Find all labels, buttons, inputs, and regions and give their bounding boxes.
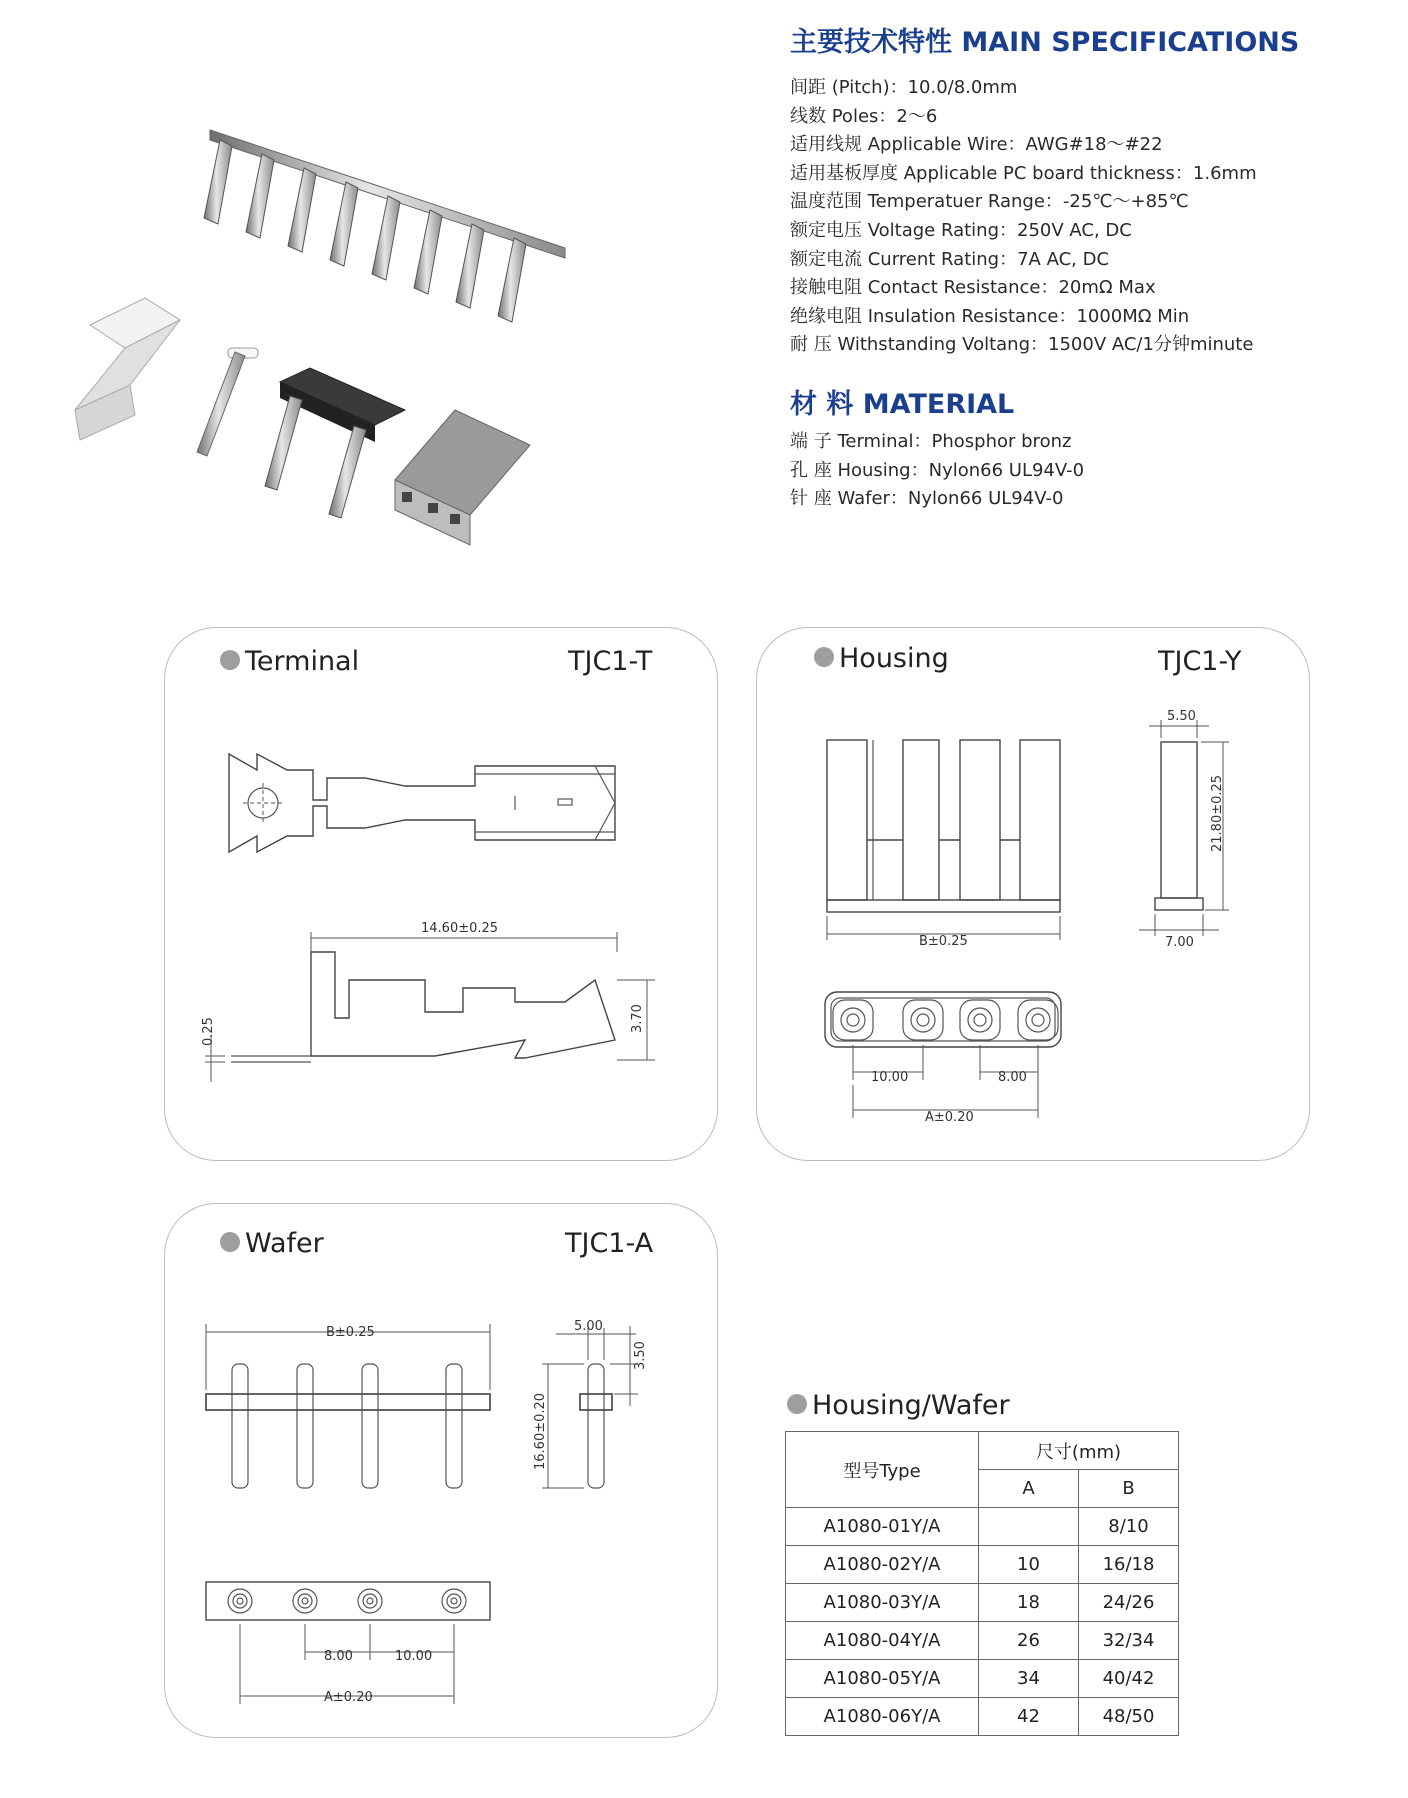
wafer-part	[265, 368, 405, 518]
wafer-code: TJC1-A	[565, 1228, 654, 1259]
spec-item: 适用基板厚度 Applicable PC board thickness：1.6mm	[790, 162, 1257, 184]
table-title-text: Housing/Wafer	[812, 1390, 1010, 1421]
wafer-b-dim: B±0.25	[326, 1325, 375, 1340]
table-row	[786, 1660, 1179, 1698]
cell-b: 24/26	[1079, 1584, 1179, 1622]
wafer-drawing	[190, 1310, 670, 1720]
cell-type: A1080-04Y/A	[786, 1622, 979, 1660]
terminal-thickness-dim: 0.25	[201, 1017, 216, 1046]
spec-item: 额定电压 Voltage Rating：250V AC, DC	[790, 219, 1132, 241]
wafer-pins-bottom	[228, 1589, 466, 1613]
cell-b: 40/42	[1079, 1660, 1179, 1698]
material-item: 针 座 Wafer：Nylon66 UL94V-0	[790, 488, 1064, 509]
terminal-drawing	[195, 740, 665, 1100]
table-row	[786, 1698, 1179, 1736]
spec-item: 间距 (Pitch)：10.0/8.0mm	[790, 77, 1018, 98]
spec-item: 适用线规 Applicable Wire：AWG#18～#22	[790, 134, 1163, 156]
header-a: A	[979, 1470, 1079, 1508]
housing-b-dim: B±0.25	[919, 934, 968, 949]
cell-type: A1080-02Y/A	[786, 1546, 979, 1584]
housing-code: TJC1-Y	[1158, 646, 1242, 677]
housing-base-dim: 7.00	[1165, 935, 1194, 950]
spec-item: 耐 压 Withstanding Voltang：1500V AC/1分钟minute	[790, 334, 1254, 356]
terminal-panel-title	[220, 646, 359, 677]
housing-cavities	[833, 1000, 1058, 1040]
wafer-name: Wafer	[245, 1228, 324, 1259]
wafer-top-dim: 3.50	[633, 1341, 648, 1370]
cell-type: A1080-03Y/A	[786, 1584, 979, 1622]
header-size: 尺寸(mm)	[979, 1432, 1179, 1470]
wafer-pitch1-dim: 10.00	[395, 1649, 433, 1664]
housing-drawing	[805, 700, 1245, 1130]
housing-height-dim: 21.80±0.25	[1210, 774, 1225, 852]
wafer-a-dim: A±0.20	[324, 1690, 373, 1705]
cell-b: 16/18	[1079, 1546, 1179, 1584]
housing-width-dim: 5.50	[1167, 709, 1196, 724]
spec-item: 绝缘电阻 Insulation Resistance：1000MΩ Min	[790, 305, 1190, 327]
cell-a: 10	[979, 1546, 1079, 1584]
terminal-length-dim: 14.60±0.25	[421, 921, 499, 936]
wafer-panel-title	[220, 1228, 324, 1259]
housing-pitch1-dim: 10.00	[871, 1070, 909, 1085]
table-row	[786, 1546, 1179, 1584]
product-photo	[30, 110, 630, 590]
wafer-pitch2-dim: 8.00	[324, 1649, 353, 1664]
spec-item: 线数 Poles：2～6	[790, 105, 938, 127]
terminal-height-dim: 3.70	[630, 1004, 645, 1033]
spec-item: 接触电阻 Contact Resistance：20mΩ Max	[790, 277, 1156, 299]
cell-b: 32/34	[1079, 1622, 1179, 1660]
bullet-icon	[814, 647, 834, 667]
spec-item: 额定电流 Current Rating：7A AC, DC	[790, 248, 1110, 270]
cell-a	[979, 1508, 1079, 1546]
table-row	[786, 1622, 1179, 1660]
housing-name: Housing	[839, 643, 949, 674]
cell-a: 42	[979, 1698, 1079, 1736]
wafer-pins-front	[232, 1364, 462, 1488]
cell-a: 26	[979, 1622, 1079, 1660]
specs-title: 主要技术特性 MAIN SPECIFICATIONS	[790, 27, 1300, 58]
terminal-code: TJC1-T	[568, 646, 653, 677]
material-title: 材 料 MATERIAL	[790, 389, 1015, 420]
housing-panel-title	[814, 643, 949, 674]
housing-pitch2-dim: 8.00	[998, 1070, 1027, 1085]
header-type: 型号Type	[786, 1432, 979, 1508]
material-item: 端 子 Terminal：Phosphor bronz	[790, 431, 1072, 452]
single-housing-part	[75, 298, 180, 440]
cell-a: 18	[979, 1584, 1079, 1622]
specs-list	[790, 74, 1257, 360]
table-row	[786, 1508, 1179, 1546]
cell-type: A1080-06Y/A	[786, 1698, 979, 1736]
table-title	[787, 1390, 1010, 1421]
housing-a-dim: A±0.20	[925, 1110, 974, 1125]
bullet-icon	[220, 1232, 240, 1252]
header-b: B	[1079, 1470, 1179, 1508]
four-pole-housing-part	[395, 410, 530, 545]
single-pin-part	[197, 348, 258, 456]
bullet-icon	[220, 650, 240, 670]
table-row	[786, 1584, 1179, 1622]
dimension-table	[785, 1431, 1179, 1736]
cell-type: A1080-01Y/A	[786, 1508, 979, 1546]
wafer-height-dim: 16.60±0.20	[533, 1392, 548, 1470]
cell-b: 8/10	[1079, 1508, 1179, 1546]
cell-type: A1080-05Y/A	[786, 1660, 979, 1698]
terminal-reel	[204, 140, 526, 322]
wafer-width-dim: 5.00	[574, 1319, 603, 1334]
cell-b: 48/50	[1079, 1698, 1179, 1736]
cell-a: 34	[979, 1660, 1079, 1698]
material-list	[790, 428, 1084, 514]
material-item: 孔 座 Housing：Nylon66 UL94V-0	[790, 459, 1085, 481]
bullet-icon	[787, 1394, 807, 1414]
terminal-name: Terminal	[245, 646, 360, 677]
spec-item: 温度范围 Temperatuer Range：-25℃～+85℃	[790, 191, 1189, 213]
